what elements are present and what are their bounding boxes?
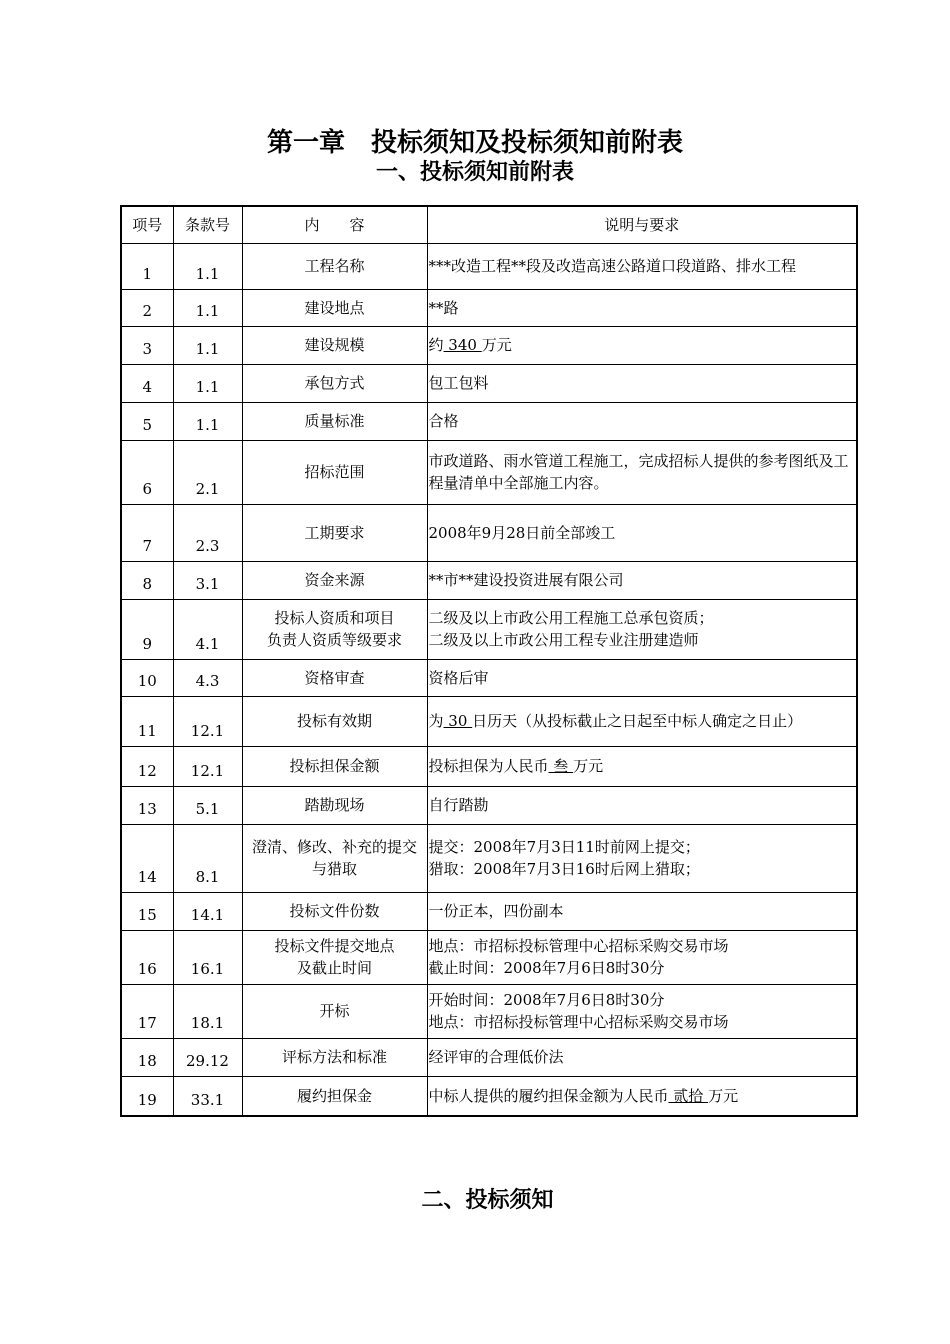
content-cell: 踏勘现场	[242, 786, 427, 824]
description-line: 二级及以上市政公用工程专业注册建造师	[428, 631, 699, 649]
content-cell: 投标文件份数	[242, 892, 427, 930]
content-cell: 工期要求	[242, 504, 427, 561]
clause-no-cell: 2.3	[173, 504, 242, 561]
description-cell: ***改造工程**段及改造高速公路道口段道路、排水工程	[427, 243, 857, 289]
item-no-cell: 16	[121, 930, 173, 984]
content-cell: 资格审查	[242, 659, 427, 696]
clause-no-cell: 8.1	[173, 824, 242, 892]
description-line: 提交：2008年7月3日11时前网上提交；	[428, 838, 700, 856]
description-cell: 自行踏勘	[427, 786, 857, 824]
description-cell: **市**建设投资进展有限公司	[427, 561, 857, 599]
content-line: 及截止时间	[296, 959, 372, 977]
item-no-cell: 13	[121, 786, 173, 824]
header-content: 内 容	[242, 206, 427, 243]
content-cell: 建设规模	[242, 326, 427, 364]
underlined-value: 340	[443, 336, 482, 354]
item-no-cell: 9	[121, 599, 173, 659]
description-text: 日历天（从投标截止之日起至中标人确定之日止）	[472, 712, 803, 730]
item-no-cell: 10	[121, 659, 173, 696]
clause-no-cell: 4.3	[173, 659, 242, 696]
description-text: 万元	[481, 336, 512, 354]
description-cell	[427, 746, 857, 786]
description-cell	[427, 824, 857, 892]
item-no-cell: 7	[121, 504, 173, 561]
clause-no-cell: 16.1	[173, 930, 242, 984]
table-row	[121, 659, 857, 696]
content-line: 投标人资质和项目	[274, 609, 395, 627]
item-no-cell: 1	[121, 243, 173, 289]
content-cell: 投标担保金额	[242, 746, 427, 786]
table-row	[121, 440, 857, 504]
content-line: 投标文件提交地点	[274, 937, 395, 955]
table-row	[121, 1076, 857, 1116]
clause-no-cell: 1.1	[173, 364, 242, 402]
clause-no-cell: 18.1	[173, 984, 242, 1038]
clause-no-cell: 12.1	[173, 746, 242, 786]
description-text: 万元	[573, 757, 604, 775]
header-description: 说明与要求	[427, 206, 857, 243]
underlined-value: 30	[443, 712, 473, 730]
clause-no-cell: 12.1	[173, 696, 242, 746]
clause-no-cell: 3.1	[173, 561, 242, 599]
table-row	[121, 892, 857, 930]
table-row	[121, 746, 857, 786]
clause-no-cell: 1.1	[173, 289, 242, 326]
table-row	[121, 786, 857, 824]
content-cell: 履约担保金	[242, 1076, 427, 1116]
content-cell: 建设地点	[242, 289, 427, 326]
description-cell	[427, 326, 857, 364]
description-text: 投标担保为人民币	[428, 757, 549, 775]
clause-no-cell: 1.1	[173, 402, 242, 440]
description-text: 约	[428, 336, 444, 354]
table-row	[121, 930, 857, 984]
content-line: 负责人资质等级要求	[266, 631, 402, 649]
description-text: 中标人提供的履约担保金额为人民币	[428, 1086, 669, 1105]
item-no-cell: 19	[121, 1076, 173, 1116]
content-cell: 资金来源	[242, 561, 427, 599]
clause-no-cell: 1.1	[173, 326, 242, 364]
clause-no-cell: 29.12	[173, 1038, 242, 1076]
item-no-cell: 17	[121, 984, 173, 1038]
clause-no-cell: 1.1	[173, 243, 242, 289]
item-no-cell: 4	[121, 364, 173, 402]
content-cell: 招标范围	[242, 440, 427, 504]
description-cell: 2008年9月28日前全部竣工	[427, 504, 857, 561]
content-cell	[242, 599, 427, 659]
description-line: 截止时间：2008年7月6日8时30分	[428, 959, 665, 977]
tender-attachment-table	[120, 205, 858, 1117]
content-line: 澄清、修改、补充的提交	[251, 838, 417, 856]
clause-no-cell: 33.1	[173, 1076, 242, 1116]
content-cell: 评标方法和标准	[242, 1038, 427, 1076]
description-line: 二级及以上市政公用工程施工总承包资质；	[428, 609, 714, 627]
description-cell: 合格	[427, 402, 857, 440]
table-row	[121, 1038, 857, 1076]
description-cell	[427, 696, 857, 746]
clause-no-cell: 4.1	[173, 599, 242, 659]
description-line: 地点：市招标投标管理中心招标采购交易市场	[428, 1013, 729, 1031]
table-row	[121, 504, 857, 561]
item-no-cell: 11	[121, 696, 173, 746]
content-cell: 投标有效期	[242, 696, 427, 746]
chapter-title: 第一章 投标须知及投标须知前附表	[266, 128, 683, 158]
table-row	[121, 364, 857, 402]
item-no-cell: 5	[121, 402, 173, 440]
item-no-cell: 2	[121, 289, 173, 326]
section-title-instructions: 二、投标须知	[421, 1188, 554, 1213]
description-cell	[427, 599, 857, 659]
content-cell: 质量标准	[242, 402, 427, 440]
item-no-cell: 3	[121, 326, 173, 364]
description-cell	[427, 930, 857, 984]
table-row	[121, 243, 857, 289]
description-cell	[427, 984, 857, 1038]
header-clause-no: 条款号	[173, 206, 242, 243]
table-header-row	[121, 206, 857, 243]
clause-no-cell: 2.1	[173, 440, 242, 504]
item-no-cell: 12	[121, 746, 173, 786]
section-title-attachment: 一、投标须知前附表	[375, 160, 574, 185]
clause-no-cell: 14.1	[173, 892, 242, 930]
description-line: 猎取：2008年7月3日16时后网上猎取；	[428, 860, 700, 878]
underlined-value: 叁	[548, 757, 574, 775]
description-line: 地点：市招标投标管理中心招标采购交易市场	[428, 937, 729, 955]
table-row	[121, 289, 857, 326]
description-cell	[427, 1076, 857, 1116]
item-no-cell: 14	[121, 824, 173, 892]
description-cell: **路	[427, 289, 857, 326]
item-no-cell: 8	[121, 561, 173, 599]
underlined-value: 贰拾	[668, 1086, 709, 1105]
table-row	[121, 984, 857, 1038]
table-row	[121, 599, 857, 659]
clause-no-cell: 5.1	[173, 786, 242, 824]
item-no-cell: 15	[121, 892, 173, 930]
content-cell: 开标	[242, 984, 427, 1038]
content-cell	[242, 824, 427, 892]
description-cell: 一份正本，四份副本	[427, 892, 857, 930]
description-cell: 包工包料	[427, 364, 857, 402]
description-text: 万元	[708, 1086, 739, 1105]
content-cell: 承包方式	[242, 364, 427, 402]
content-line: 与猎取	[311, 860, 357, 878]
table-row	[121, 696, 857, 746]
content-cell: 工程名称	[242, 243, 427, 289]
description-cell: 经评审的合理低价法	[427, 1038, 857, 1076]
content-cell	[242, 930, 427, 984]
description-text: 为	[428, 712, 444, 730]
description-line: 开始时间：2008年7月6日8时30分	[428, 991, 665, 1009]
description-cell: 资格后审	[427, 659, 857, 696]
table-row	[121, 402, 857, 440]
description-cell: 市政道路、雨水管道工程施工，完成招标人提供的参考图纸及工程量清单中全部施工内容。	[427, 440, 857, 504]
table-row	[121, 561, 857, 599]
header-item-no: 项号	[121, 206, 173, 243]
item-no-cell: 18	[121, 1038, 173, 1076]
table-row	[121, 824, 857, 892]
table-row	[121, 326, 857, 364]
item-no-cell: 6	[121, 440, 173, 504]
